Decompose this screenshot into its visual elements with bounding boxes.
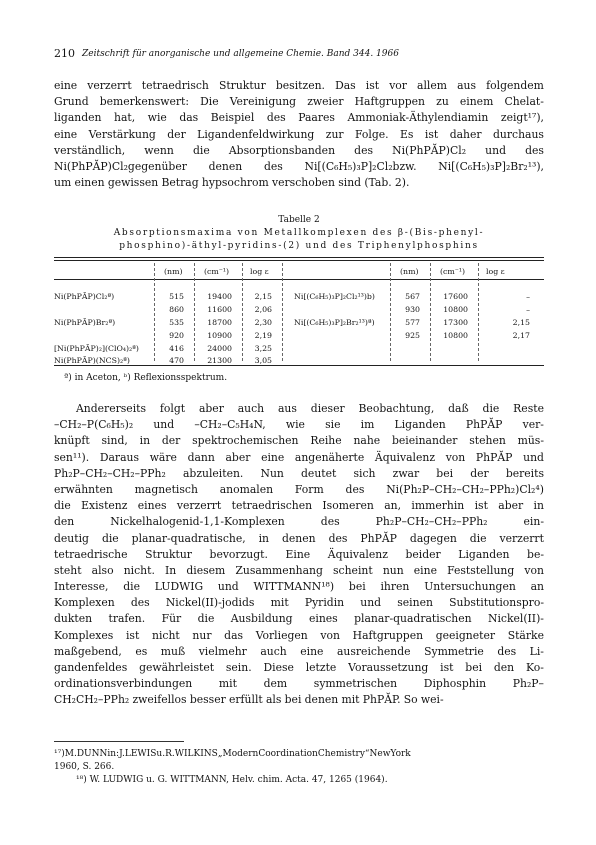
- log-epsilon: –: [526, 305, 530, 314]
- footnote-17-line-2: 1960, S. 266.: [54, 762, 115, 772]
- footnote-separator: [54, 741, 184, 742]
- wavelength-nm: 515: [169, 292, 184, 301]
- page-number: 210: [54, 47, 75, 60]
- wavelength-nm: 930: [405, 305, 420, 314]
- column-separator: [282, 263, 283, 361]
- footnote-18: ¹⁸) W. LUDWIG u. G. WITTMANN, Helv. chim. Acta. 47, 1265 (1964).: [76, 775, 388, 785]
- column-header-nm: (nm): [164, 267, 183, 276]
- text-line: Andererseits folgt aber auch aus dieser Beobachtung, daß die Reste: [76, 402, 544, 415]
- column-separator: [154, 263, 155, 361]
- text-line: Komplexen des Nickel(II)-jodids mit Pyridin und seinen Substitutionspro-: [54, 596, 544, 610]
- footnotes: [54, 748, 544, 787]
- wavenumber-cm: 21300: [207, 356, 232, 365]
- wavenumber-cm: 18700: [207, 318, 232, 327]
- wavelength-nm: 470: [169, 356, 184, 365]
- text-line: um einen gewissen Betrag hypsochrom verschoben sind (Tab. 2).: [54, 176, 410, 190]
- text-line: –CH₂–P(C₆H₅)₂ und –CH₂–C₅H₄N, wie sie im Liganden PhPĂP ver-: [54, 418, 544, 432]
- wavenumber-cm: 10900: [207, 331, 232, 340]
- text-line: erwähnten magnetisch anomalen Form des Ni(Ph₂P–CH₂–CH₂–PPh₂)Cl₂⁴): [54, 482, 544, 496]
- text-line: sen¹¹). Daraus wäre dann aber eine angenäherte Äquivalenz von PhPĂP und: [54, 450, 544, 464]
- log-epsilon: 2,19: [254, 331, 272, 340]
- text-line: die Existenz eines verzerrt tetraedrischen Isomeren an, immerhin ist aber in: [54, 499, 544, 513]
- text-line: steht also nicht. In diesem Zusammenhang scheint nun eine Feststellung von: [54, 563, 544, 577]
- wavelength-nm: 860: [169, 305, 184, 314]
- text-line: CH₂CH₂–PPh₂ zweifellos besser erfüllt als bei denen mit PhPĂP. So wei-: [54, 693, 444, 707]
- log-epsilon: 2,15: [254, 292, 272, 301]
- column-header-cm: (cm⁻¹): [204, 267, 230, 276]
- column-separator: [242, 263, 243, 361]
- log-epsilon: 2,30: [254, 318, 272, 327]
- compound-name: Ni[(C₆H₅)₃P]₂Br₂¹³)ª): [294, 318, 375, 327]
- wavelength-nm: 925: [405, 331, 420, 340]
- text-line: eine verzerrt tetraedrisch Struktur besitzen. Das ist vor allem aus folgendem: [54, 79, 544, 92]
- wavelength-nm: 567: [405, 292, 420, 301]
- text-line: Grund bemerkenswert: Die Vereinigung zweier Haftgruppen zu einem Chelat-: [54, 95, 544, 109]
- log-epsilon: 2,15: [512, 318, 530, 327]
- column-header-nm: (nm): [400, 267, 419, 276]
- table-title: [54, 227, 544, 252]
- log-epsilon: 2,06: [254, 305, 272, 314]
- table-top-rule-2: [54, 260, 544, 261]
- compound-name: [Ni(PhPĂP)₂](ClO₄)₂ª): [54, 344, 139, 353]
- text-line: ordinationsverbindungen mit dem symmetrischen Diphosphin Ph₂P–: [54, 677, 544, 691]
- column-separator: [194, 263, 195, 361]
- wavenumber-cm: 11600: [207, 305, 232, 314]
- table-header-rule: [54, 279, 544, 280]
- table-title-line-1: Absorptionsmaxima von Metallkomplexen des β-(Bis-phenyl-: [113, 228, 485, 238]
- text-line: den Nickelhalogenid-1,1-Komplexen des Ph₂P–CH₂–CH₂–PPh₂ ein-: [54, 515, 544, 529]
- wavenumber-cm: 10800: [443, 305, 468, 314]
- text-line: dukten trafen. Für die Ausbildung eines planar-quadratischen Nickel(II)-: [54, 612, 544, 626]
- text-line: eine Verstärkung der Ligandenfeldwirkung zur Folge. Es ist daher durchaus: [54, 127, 544, 141]
- text-line: verständlich, wenn die Absorptionsbanden des Ni(PhPĂP)Cl₂ und des: [54, 143, 544, 157]
- compound-name: Ni[(C₆H₅)₃P]₂Cl₂¹³)b): [294, 292, 375, 301]
- wavelength-nm: 577: [405, 318, 420, 327]
- compound-name: Ni(PhPĂP)(NCS)₂ª): [54, 356, 130, 365]
- log-epsilon: 2,17: [512, 331, 530, 340]
- text-line: Komplexes ist nicht nur das Vorliegen von Haftgruppen geeigneter Stärke: [54, 628, 544, 642]
- wavenumber-cm: 17300: [443, 318, 468, 327]
- text-line: Interesse, die LUDWIG und WITTMANN¹⁸) bei ihren Untersuchungen an: [54, 580, 544, 594]
- column-header-loge: log ε: [486, 267, 505, 276]
- wavenumber-cm: 10800: [443, 331, 468, 340]
- journal-title: Zeitschrift für anorganische und allgemeine Chemie. Band 344. 1966: [82, 49, 399, 59]
- table-caption: Tabelle 2: [278, 215, 320, 225]
- compound-name: Ni(PhPĂP)Br₂ª): [54, 318, 116, 327]
- text-line: deutig die planar-quadratische, in denen des PhPĂP dagegen die verzerrt: [54, 531, 544, 545]
- text-line: Ni(PhPĂP)Cl₂gegenüber denen des Ni[(C₆H₅)₃P]₂Cl₂bzw. Ni[(C₆H₅)₃P]₂Br₂¹³),: [54, 159, 544, 173]
- column-header-cm: (cm⁻¹): [440, 267, 466, 276]
- column-separator: [478, 263, 479, 361]
- table-top-rule: [54, 257, 544, 258]
- text-line: gandenfeldes gewährleistet sein. Diese letzte Voraussetzung ist bei den Ko-: [54, 661, 544, 674]
- wavelength-nm: 535: [169, 318, 184, 327]
- footnote-17-line-1: ¹⁷)M.DUNNin:J.LEWISu.R.WILKINS„ModernCoordinationChemistry“NewYork: [54, 749, 411, 759]
- text-line: liganden hat, wie das Beispiel des Paares Ammoniak-Äthylendiamin zeigt¹⁷),: [54, 111, 544, 125]
- paragraph-2: [54, 401, 544, 709]
- wavenumber-cm: 19400: [207, 292, 232, 301]
- log-epsilon: 3,05: [254, 356, 272, 365]
- column-header-loge: log ε: [250, 267, 269, 276]
- table-title-line-2: phosphino)-äthyl-pyridins-(2) und des Triphenylphosphins: [119, 240, 479, 251]
- text-line: Ph₂P–CH₂–CH₂–PPh₂ abzuleiten. Nun deutet sich zwar bei der bereits: [54, 466, 544, 480]
- compound-name: Ni(PhPĂP)Cl₂ª): [54, 292, 115, 301]
- text-line: knüpft sind, in der spektrochemischen Reihe nahe beieinander stehen müs-: [54, 434, 544, 448]
- paragraph-1: [54, 78, 544, 191]
- log-epsilon: 3,25: [254, 344, 272, 353]
- table-bottom-rule: [54, 365, 544, 366]
- column-separator: [430, 263, 431, 361]
- wavenumber-cm: 17600: [443, 292, 468, 301]
- table-footnote: ª) in Aceton, ᵇ) Reflexionsspektrum.: [64, 373, 228, 383]
- text-line: tetraedrische Struktur bevorzugt. Eine Äquivalenz beider Liganden be-: [54, 547, 544, 561]
- text-line: maßgebend, es muß vielmehr auch eine ausreichende Symmetrie des Li-: [54, 644, 544, 658]
- running-header: [54, 47, 544, 63]
- column-separator: [390, 263, 391, 361]
- wavenumber-cm: 24000: [207, 344, 232, 353]
- log-epsilon: –: [526, 292, 530, 301]
- wavelength-nm: 416: [169, 344, 184, 353]
- wavelength-nm: 920: [169, 331, 184, 340]
